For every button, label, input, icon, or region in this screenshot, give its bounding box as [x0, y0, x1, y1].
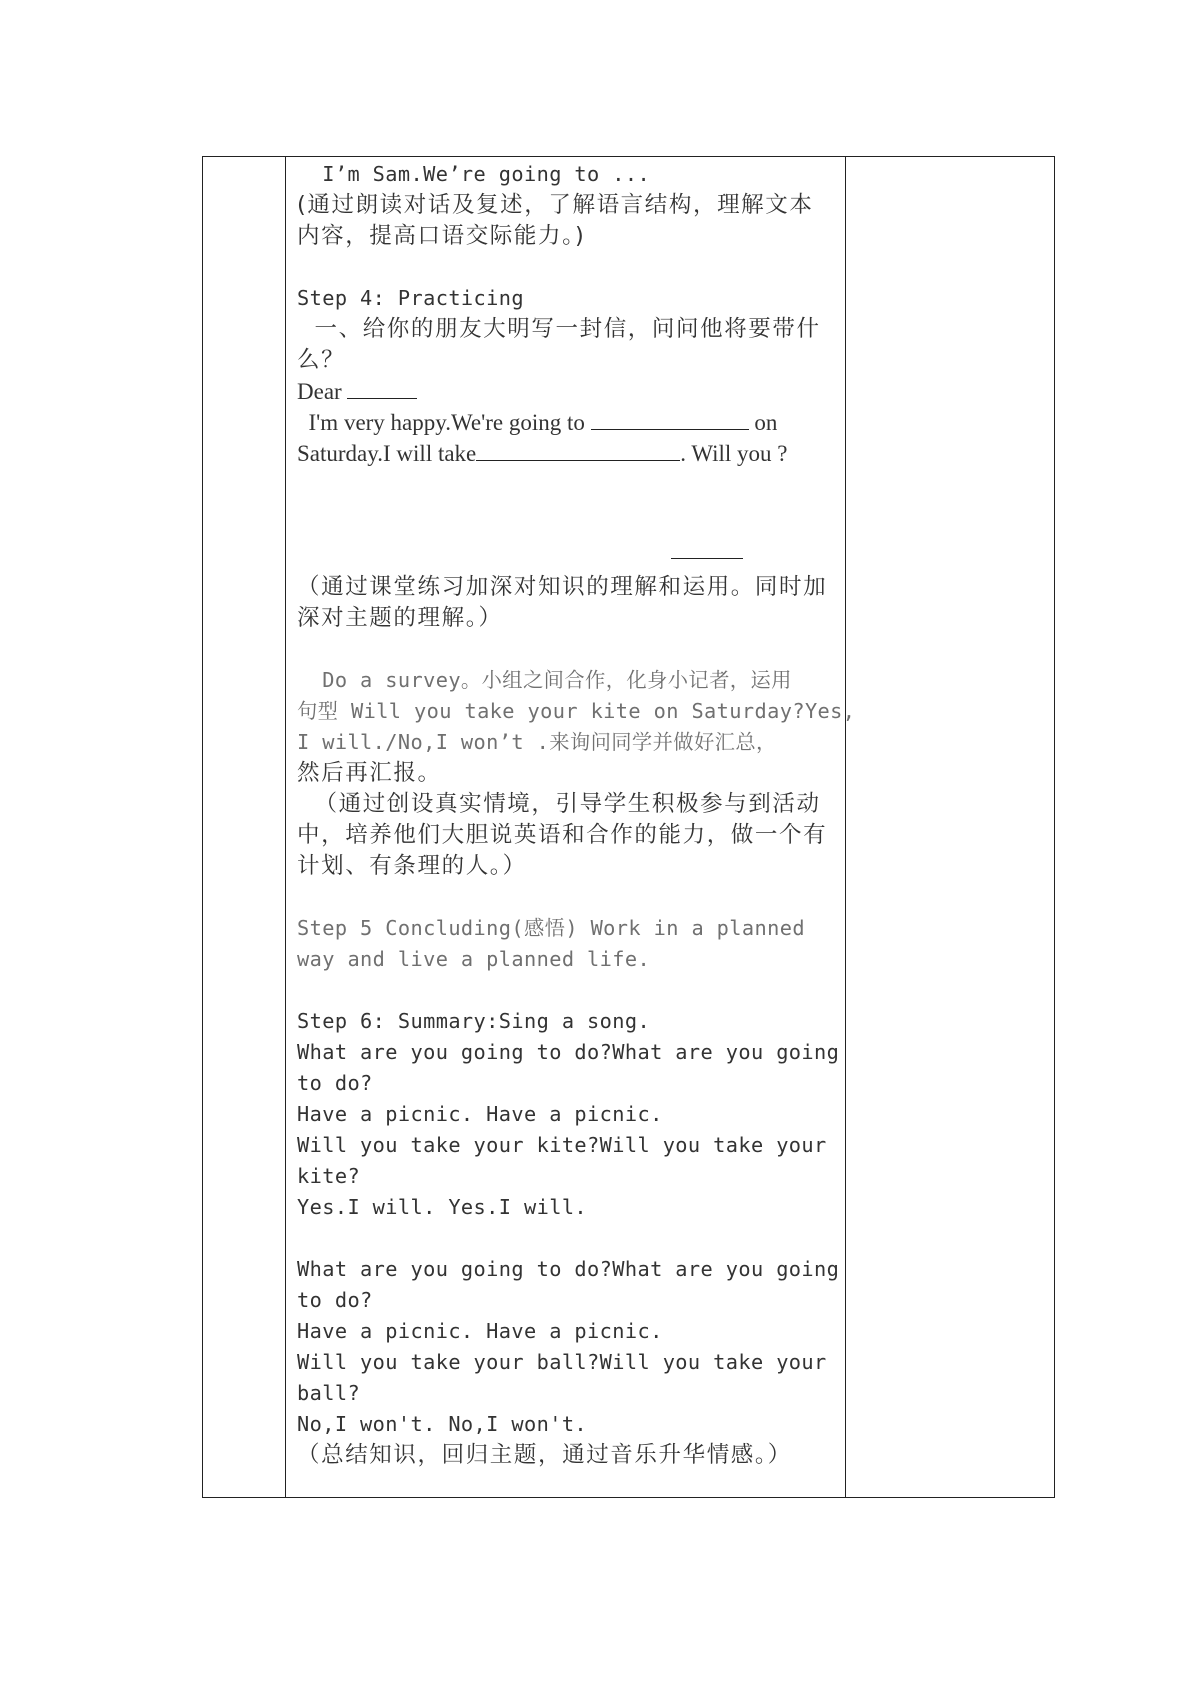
fill-blank — [347, 376, 417, 399]
lesson-plan-table — [202, 156, 1055, 1498]
song-line: What are you going to do?What are you going — [297, 1040, 840, 1064]
text-line: I’m Sam.We’re going to ... — [297, 162, 651, 186]
procedure-cell — [297, 159, 856, 1471]
step-heading: Step 4: Practicing — [297, 286, 524, 310]
letter-text: on — [748, 410, 778, 435]
note-line: （通过课堂练习加深对知识的理解和运用。同时加 — [297, 574, 828, 600]
letter-line — [297, 376, 839, 407]
song-line: Have a picnic. Have a picnic. — [297, 1102, 663, 1126]
letter-text: I'm very happy.We're going to — [297, 410, 591, 435]
song-line: Will you take your kite?Will you take your — [297, 1133, 827, 1157]
note-line: 内容，提高口语交际能力。) — [297, 223, 586, 249]
song-line: What are you going to do?What are you going — [297, 1257, 840, 1281]
column-divider-left — [285, 157, 286, 1497]
song-line: to do? — [297, 1071, 373, 1095]
note-line: （总结知识，回归主题，通过音乐升华情感。） — [297, 1442, 792, 1468]
fill-blank — [476, 438, 680, 461]
survey-line: Do a survey。小组之间合作，化身小记者，运用 — [297, 668, 792, 692]
fill-blank — [591, 407, 749, 430]
letter-line — [297, 407, 839, 438]
song-line: to do? — [297, 1288, 373, 1312]
text-line: way and live a planned life. — [297, 947, 651, 971]
letter-line — [297, 438, 839, 469]
task-line: 么？ — [297, 347, 346, 373]
letter-text: Saturday.I will take — [297, 441, 477, 466]
note-line: (通过朗读对话及复述，了解语言结构，理解文本 — [297, 192, 814, 218]
step-heading: Step 5 Concluding(感悟) Work in a planned — [297, 916, 805, 940]
survey-line: 句型 Will you take your kite on Saturday?Yes, — [297, 699, 856, 723]
song-line: Have a picnic. Have a picnic. — [297, 1319, 663, 1343]
signature-blank — [671, 558, 743, 559]
letter-text: Dear — [297, 379, 348, 404]
survey-line: 然后再汇报。 — [297, 760, 442, 786]
song-line: Yes.I will. Yes.I will. — [297, 1195, 588, 1219]
step-heading: Step 6: Summary:Sing a song. — [297, 1009, 651, 1033]
note-line: 深对主题的理解。） — [297, 605, 503, 631]
task-line: 一、给你的朋友大明写一封信，问问他将要带什 — [297, 316, 821, 342]
note-line: 中，培养他们大胆说英语和合作的能力，做一个有 — [297, 822, 828, 848]
song-line: ball? — [297, 1381, 361, 1405]
song-line: Will you take your ball?Will you take your — [297, 1350, 827, 1374]
survey-line: I will./No,I won’t .来询问同学并做好汇总， — [297, 730, 777, 754]
letter-text: . Will you ? — [680, 441, 788, 466]
song-line: No,I won't. No,I won't. — [297, 1412, 588, 1436]
note-line: （通过创设真实情境，引导学生积极参与到活动 — [297, 791, 821, 817]
song-line: kite? — [297, 1164, 361, 1188]
note-line: 计划、有条理的人。） — [297, 853, 527, 879]
column-divider-right — [845, 157, 846, 1497]
